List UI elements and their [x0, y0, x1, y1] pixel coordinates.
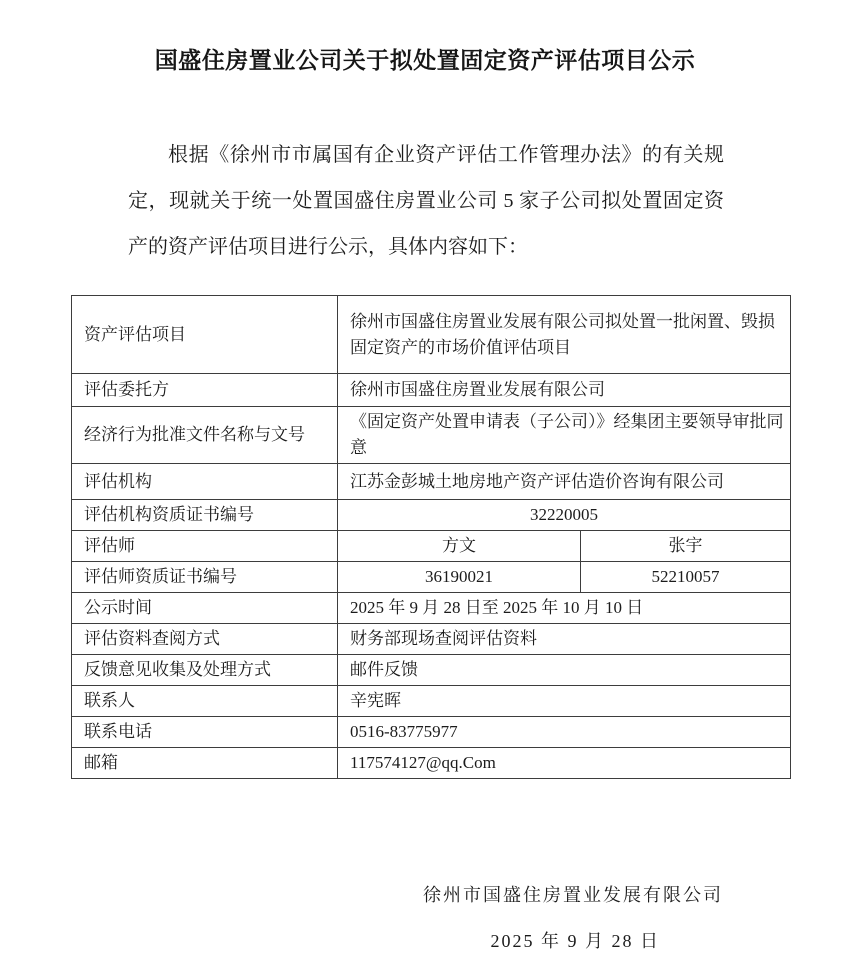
row-label: 评估资料查阅方式	[72, 624, 338, 655]
table-row-email	[72, 748, 791, 779]
signature-date: 2025 年 9 月 28 日	[490, 931, 660, 951]
table-row-client	[72, 374, 791, 407]
row-value: 《固定资产处置申请表（子公司）》经集团主要领导审批同意	[338, 407, 791, 464]
row-label: 联系人	[72, 686, 338, 717]
row-value: 辛宪晖	[338, 686, 791, 717]
table-row-approval-doc	[72, 407, 791, 464]
row-value: 2025 年 9 月 28 日至 2025 年 10 月 10 日	[338, 593, 791, 624]
row-label: 资产评估项目	[72, 296, 338, 374]
row-value: 32220005	[338, 500, 791, 531]
table-row-contact-phone	[72, 717, 791, 748]
table-row-appraiser-licenses	[72, 562, 791, 593]
row-label: 公示时间	[72, 593, 338, 624]
row-label: 反馈意见收集及处理方式	[72, 655, 338, 686]
row-label: 评估师资质证书编号	[72, 562, 338, 593]
row-value: 徐州市国盛住房置业发展有限公司拟处置一批闲置、毁损固定资产的市场价值评估项目	[338, 296, 791, 374]
row-label: 评估机构资质证书编号	[72, 500, 338, 531]
project-info-table	[71, 295, 791, 779]
row-label: 邮箱	[72, 748, 338, 779]
row-value-appraiser-1: 方文	[338, 531, 581, 562]
table-row-contact-person	[72, 686, 791, 717]
table-row-review-method	[72, 624, 791, 655]
intro-paragraph: 根据《徐州市市属国有企业资产评估工作管理办法》的有关规定，现就关于统一处置国盛住房置业公司 5 家子公司拟处置固定资产的资产评估项目进行公示，具体内容如下：	[128, 144, 724, 258]
document-title: 国盛住房置业公司关于拟处置固定资产评估项目公示	[154, 48, 696, 73]
table-row-publicity-period	[72, 593, 791, 624]
row-label: 评估机构	[72, 464, 338, 500]
row-label: 评估师	[72, 531, 338, 562]
row-value: 财务部现场查阅评估资料	[338, 624, 791, 655]
signature-company: 徐州市国盛住房置业发展有限公司	[423, 885, 723, 905]
row-value-license-2: 52210057	[581, 562, 791, 593]
table-row-feedback-method	[72, 655, 791, 686]
row-value: 徐州市国盛住房置业发展有限公司	[338, 374, 791, 407]
row-value: 邮件反馈	[338, 655, 791, 686]
row-value-appraiser-2: 张宇	[581, 531, 791, 562]
table-row-project	[72, 296, 791, 374]
row-value: 0516-83775977	[338, 717, 791, 748]
row-value: 江苏金彭城土地房地产资产评估造价咨询有限公司	[338, 464, 791, 500]
row-label: 经济行为批准文件名称与文号	[72, 407, 338, 464]
table-row-agency-license	[72, 500, 791, 531]
table-row-appraisers	[72, 531, 791, 562]
row-value: 117574127@qq.Com	[338, 748, 791, 779]
row-value-license-1: 36190021	[338, 562, 581, 593]
table-row-agency	[72, 464, 791, 500]
row-label: 评估委托方	[72, 374, 338, 407]
row-label: 联系电话	[72, 717, 338, 748]
